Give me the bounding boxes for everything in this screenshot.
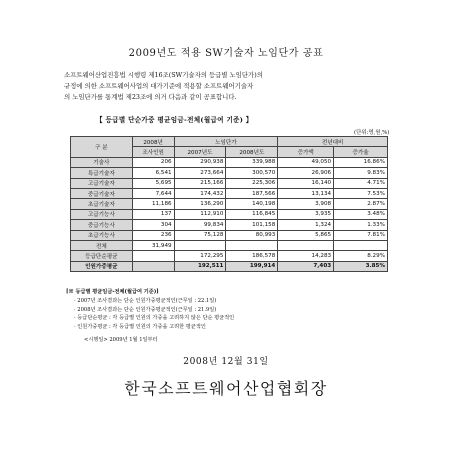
cell-increase: 5,865 <box>278 230 334 240</box>
document-title: 2009년도 적용 SW기술자 노임단가 공표 <box>128 48 324 59</box>
cell-wage-2008: 116,845 <box>226 209 278 219</box>
cell-grade: 중급기술자 <box>71 188 133 198</box>
cell-wage-2008 <box>226 240 278 250</box>
header-wage-2008: 2008년도 <box>226 147 278 157</box>
cell-rate: 7.53% <box>334 188 388 198</box>
cell-rate: 4.71% <box>334 178 388 188</box>
table-row <box>71 209 388 219</box>
cell-count: 137 <box>132 209 174 219</box>
cell-wage-2007: 172,295 <box>174 251 226 261</box>
table-body <box>71 157 388 271</box>
intro-line: 의 노임단가를 통계법 제23조에 의거 다음과 같이 공표합니다. <box>64 93 237 101</box>
cell-grade: 고급기술자 <box>71 178 133 188</box>
cell-wage-2008: 101,158 <box>226 220 278 230</box>
cell-increase: 16,140 <box>278 178 334 188</box>
table-row <box>71 240 388 250</box>
cell-count: 5,695 <box>132 178 174 188</box>
cell-rate: 3.48% <box>334 209 388 219</box>
issuing-organization: 한국소프트웨어산업협회장 <box>124 379 328 398</box>
cell-wage-2008: 80,993 <box>226 230 278 240</box>
note-line: · 2007년 조사결과는 단순 인원가중평균적인(근무일 : 22.1일) <box>74 297 217 304</box>
cell-rate: 2.87% <box>334 199 388 209</box>
cell-wage-2008: 187,566 <box>226 188 278 198</box>
cell-wage-2007: 136,290 <box>174 199 226 209</box>
wage-table <box>70 136 388 272</box>
cell-count: 31,949 <box>132 240 174 250</box>
cell-grade: 등급단순평균 <box>71 251 133 261</box>
unit-note: (단위:명,원,%) <box>354 130 390 136</box>
header-rate: 증가율 <box>334 147 388 157</box>
cell-grade: 특급기술자 <box>71 168 133 178</box>
table-row <box>71 230 388 240</box>
cell-rate: 3.85% <box>334 261 388 271</box>
note-line: · 2008년 조사결과는 단순 인원가중평균적인(근무일 : 21.9일) <box>74 306 217 313</box>
cell-wage-2007: 75,128 <box>174 230 226 240</box>
cell-count: 7,644 <box>132 188 174 198</box>
note-line: · 인원가중평균 : 각 등급별 인원의 가중을 고려한 평균적인 <box>74 324 206 331</box>
cell-grade: 중급기능사 <box>71 220 133 230</box>
cell-increase: 13,134 <box>278 188 334 198</box>
cell-wage-2007 <box>174 240 226 250</box>
cell-count <box>132 251 174 261</box>
table-row-weighted-average <box>71 261 388 271</box>
table-row <box>71 168 388 178</box>
notes-heading: [※ 등급별 평균임금-전체(월급여 기준)] <box>66 289 159 295</box>
cell-wage-2008: 186,578 <box>226 251 278 261</box>
cell-rate: 8.29% <box>334 251 388 261</box>
cell-increase: 3,908 <box>278 199 334 209</box>
cell-grade: 전체 <box>71 240 133 250</box>
intro-line: 규정에 의한 소프트웨어사업의 대가기준에 적용할 소프트웨어기술자 <box>64 82 254 90</box>
cell-grade: 초급기술자 <box>71 199 133 209</box>
cell-wage-2008: 300,570 <box>226 168 278 178</box>
cell-grade: 고급기능사 <box>71 209 133 219</box>
cell-rate: 1.33% <box>334 220 388 230</box>
cell-wage-2007: 273,664 <box>174 168 226 178</box>
table-heading: 【 등급별 단순가중 평균임금-전체(월급여 기준) 】 <box>96 116 253 124</box>
cell-grade: 기술사 <box>71 157 133 167</box>
cell-count: 206 <box>132 157 174 167</box>
cell-grade: 초급기능사 <box>71 230 133 240</box>
intro-paragraph <box>64 70 404 103</box>
cell-wage-2008: 225,306 <box>226 178 278 188</box>
cell-wage-2007: 112,910 <box>174 209 226 219</box>
table-row <box>71 188 388 198</box>
cell-increase: 1,324 <box>278 220 334 230</box>
cell-rate <box>334 240 388 250</box>
cell-increase: 26,906 <box>278 168 334 178</box>
header-count: 조사인원 <box>132 147 174 157</box>
header-change-group: 전년대비 <box>278 137 388 147</box>
cell-grade: 인원가중평균 <box>71 261 133 271</box>
cell-wage-2008: 140,198 <box>226 199 278 209</box>
table-row <box>71 199 388 209</box>
cell-increase: 7,403 <box>278 261 334 271</box>
cell-wage-2008: 339,988 <box>226 157 278 167</box>
cell-increase: 14,283 <box>278 251 334 261</box>
cell-increase: 3,935 <box>278 209 334 219</box>
note-line: · 등급단순평균 : 각 등급별 인원의 가중을 고려하지 않은 단순 평균적인 <box>74 315 235 322</box>
issue-date: 2008년 12월 31일 <box>183 357 269 367</box>
cell-count <box>132 261 174 271</box>
cell-wage-2007: 290,938 <box>174 157 226 167</box>
cell-increase <box>278 240 334 250</box>
header-wage-group: 노임단가 <box>174 137 278 147</box>
table-row <box>71 178 388 188</box>
intro-line: 소프트웨어산업진흥법 시행령 제16조(SW기술자의 등급별 노임단가)의 <box>64 71 263 79</box>
cell-wage-2007: 174,432 <box>174 188 226 198</box>
cell-count: 304 <box>132 220 174 230</box>
cell-wage-2008: 199,914 <box>226 261 278 271</box>
header-grade: 구 분 <box>71 137 133 158</box>
header-wage-2007: 2007년도 <box>174 147 226 157</box>
cell-wage-2007: 192,511 <box>174 261 226 271</box>
header-2008: 2008년 <box>132 137 174 147</box>
cell-wage-2007: 99,834 <box>174 220 226 230</box>
table-row <box>71 251 388 261</box>
cell-count: 11,186 <box>132 199 174 209</box>
table-header-row <box>71 137 388 147</box>
table-row <box>71 157 388 167</box>
cell-count: 236 <box>132 230 174 240</box>
cell-rate: 7.81% <box>334 230 388 240</box>
cell-wage-2007: 215,166 <box>174 178 226 188</box>
notes-block <box>66 288 396 332</box>
cell-rate: 9.83% <box>334 168 388 178</box>
table-row <box>71 220 388 230</box>
cell-increase: 49,050 <box>278 157 334 167</box>
cell-count: 6,541 <box>132 168 174 178</box>
cell-rate: 16.86% <box>334 157 388 167</box>
effective-date-note: <시행일> 2009년 1월 1일부터 <box>84 337 158 343</box>
header-increase: 증가액 <box>278 147 334 157</box>
